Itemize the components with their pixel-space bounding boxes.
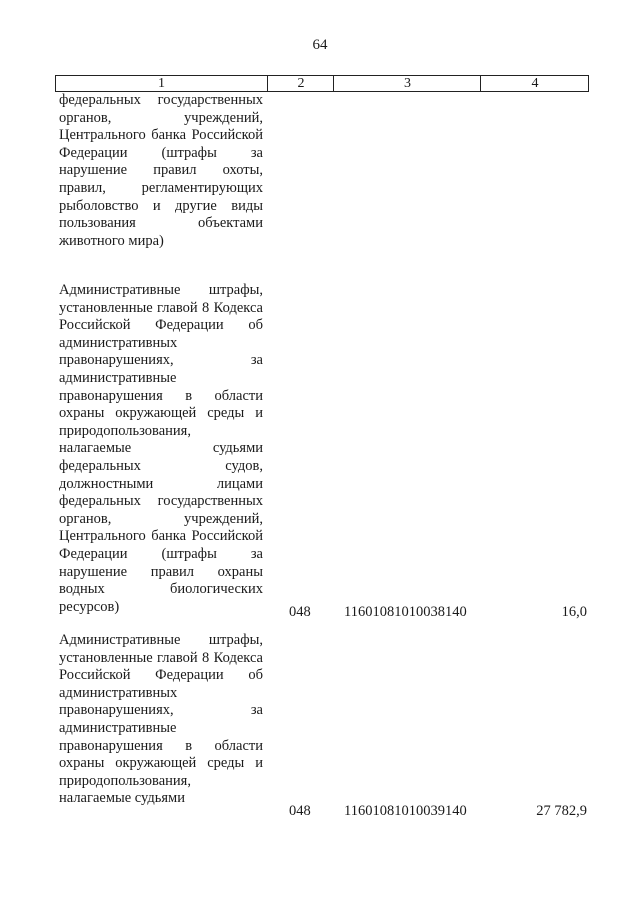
table-row-3-description: Административные штрафы, установленные главой 8 Кодекса Российской Федерации об административных правонарушениях, за административные правонарушения в области охраны окружающей среды и природопользования, налагаемые судьями: [59, 632, 263, 807]
page-number: 64: [312, 37, 328, 53]
table-row-1-description: федеральных государственных органов, учреждений, Центрального банка Российской Федерации (штрафы за нарушение правил охоты, правил, регламентирующих рыболовство и другие виды пользования объектами животного мира): [59, 92, 263, 249]
table-row-3-admin-code: 048: [289, 803, 311, 819]
table-row-3-kbk: 11601081010039140: [344, 803, 467, 819]
table-row-3-amount: 27 782,9: [536, 803, 587, 819]
table-row-2-amount: 16,0: [561, 604, 587, 620]
table-row-2-kbk: 11601081010038140: [344, 604, 467, 620]
table-header-row: [55, 75, 589, 92]
header-col-2: 2: [267, 76, 334, 91]
header-col-1: 1: [158, 76, 165, 91]
table-row-2-admin-code: 048: [289, 604, 311, 620]
header-col-4: 4: [480, 76, 589, 91]
header-col-3: 3: [333, 76, 481, 91]
table-row-2-description: Административные штрафы, установленные главой 8 Кодекса Российской Федерации об административных правонарушениях, за административные правонарушения в области охраны окружающей среды и природопользования, налагаемые судьями федеральных судов, должностными лицами федеральных государственных органов, учреждений, Центрального банка Российской Федерации (штрафы за нарушение правил охраны водных биологических ресурсов): [59, 282, 263, 615]
